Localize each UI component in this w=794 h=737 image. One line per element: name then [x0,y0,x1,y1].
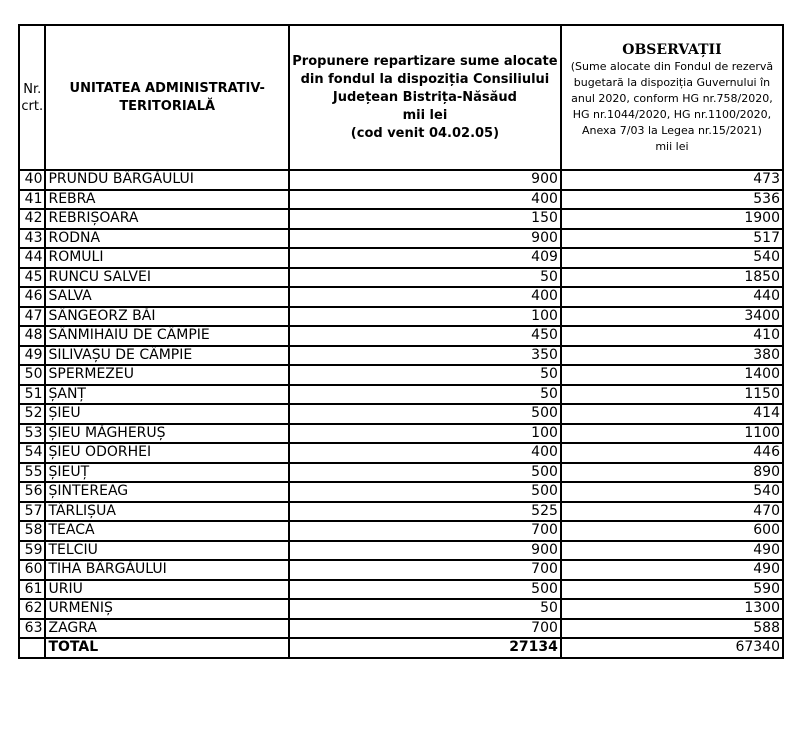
cell-observations: 3400 [561,307,783,327]
header-proposal-line5: (cod venit 04.02.05) [350,125,500,141]
table-row [19,560,783,580]
cell-name: ZAGRA [45,619,288,639]
cell-observations: 490 [561,541,783,561]
table-row [19,287,783,307]
table-row [19,190,783,210]
cell-observations: 890 [561,463,783,483]
cell-name: ȘIEUȚ [45,463,288,483]
cell-nr: 50 [19,365,45,385]
cell-observations: 490 [561,560,783,580]
cell-nr: 43 [19,229,45,249]
cell-name: RODNA [45,229,288,249]
header-proposal-line1: Propunere repartizare sume alocate [292,53,558,69]
cell-observations: 446 [561,443,783,463]
header-nr-crt: Nr. crt. [19,25,45,170]
header-observations-line5: Anexa 7/03 la Legea nr.15/2021) [581,123,762,137]
table-row [19,404,783,424]
total-observations: 67340 [561,638,783,658]
cell-observations: 1900 [561,209,783,229]
cell-name: ȘIEU [45,404,288,424]
cell-proposal: 700 [289,619,561,639]
cell-nr: 48 [19,326,45,346]
cell-name: SILIVAȘU DE CÂMPIE [45,346,288,366]
cell-observations: 1100 [561,424,783,444]
cell-nr: 59 [19,541,45,561]
table-row [19,346,783,366]
cell-nr: 52 [19,404,45,424]
cell-name: PRUNDU BÂRGĂULUI [45,170,288,190]
cell-nr: 41 [19,190,45,210]
cell-nr: 40 [19,170,45,190]
table-row [19,365,783,385]
table-row [19,482,783,502]
cell-nr: 58 [19,521,45,541]
cell-proposal: 409 [289,248,561,268]
cell-name: REBRIȘOARA [45,209,288,229]
cell-nr: 51 [19,385,45,405]
cell-observations: 540 [561,482,783,502]
table-row [19,619,783,639]
cell-proposal: 400 [289,287,561,307]
allocation-table [18,24,784,659]
header-observations-line3: anul 2020, conform HG nr.758/2020, [571,91,773,105]
table-row [19,209,783,229]
cell-proposal: 500 [289,580,561,600]
cell-nr: 45 [19,268,45,288]
cell-observations: 1400 [561,365,783,385]
cell-proposal: 700 [289,521,561,541]
cell-proposal: 150 [289,209,561,229]
cell-name: ȘINTEREAG [45,482,288,502]
cell-proposal: 50 [289,599,561,619]
cell-observations: 1150 [561,385,783,405]
cell-proposal: 50 [289,385,561,405]
table-row [19,580,783,600]
cell-proposal: 500 [289,482,561,502]
table-row [19,170,783,190]
table-row [19,541,783,561]
cell-nr: 53 [19,424,45,444]
cell-name: REBRA [45,190,288,210]
cell-name: TEACA [45,521,288,541]
header-observations-line6: mii lei [655,139,689,153]
table-row [19,443,783,463]
cell-proposal: 50 [289,268,561,288]
cell-name: URMENIȘ [45,599,288,619]
cell-nr: 42 [19,209,45,229]
header-unit: UNITATEA ADMINISTRATIV-TERITORIALĂ [45,25,288,170]
cell-name: ROMULI [45,248,288,268]
cell-name: TELCIU [45,541,288,561]
cell-proposal: 100 [289,307,561,327]
table-row [19,385,783,405]
cell-proposal: 350 [289,346,561,366]
cell-proposal: 500 [289,404,561,424]
cell-observations: 588 [561,619,783,639]
header-proposal-line4: mii lei [402,107,448,123]
cell-proposal: 900 [289,541,561,561]
cell-nr: 55 [19,463,45,483]
table-row [19,521,783,541]
cell-nr: 62 [19,599,45,619]
cell-nr: 44 [19,248,45,268]
header-proposal [289,25,561,170]
cell-name: ȘANȚ [45,385,288,405]
total-label: TOTAL [45,638,288,658]
cell-name: SÂNMIHAIU DE CÂMPIE [45,326,288,346]
cell-nr: 61 [19,580,45,600]
total-row [19,638,783,658]
cell-proposal: 900 [289,170,561,190]
total-nr-empty [19,638,45,658]
cell-name: SÂNGEORZ BĂI [45,307,288,327]
cell-name: TÂRLIȘUA [45,502,288,522]
cell-observations: 1300 [561,599,783,619]
cell-proposal: 525 [289,502,561,522]
cell-proposal: 50 [289,365,561,385]
table-row [19,326,783,346]
cell-name: SALVA [45,287,288,307]
cell-observations: 380 [561,346,783,366]
cell-proposal: 450 [289,326,561,346]
cell-nr: 54 [19,443,45,463]
header-observations-title: OBSERVAȚII [622,41,722,58]
cell-observations: 1850 [561,268,783,288]
table-row [19,268,783,288]
cell-observations: 473 [561,170,783,190]
cell-nr: 57 [19,502,45,522]
cell-nr: 46 [19,287,45,307]
total-proposal: 27134 [289,638,561,658]
cell-observations: 600 [561,521,783,541]
table-row [19,502,783,522]
cell-observations: 536 [561,190,783,210]
cell-name: ȘIEU MĂGHERUȘ [45,424,288,444]
cell-observations: 410 [561,326,783,346]
table-row [19,599,783,619]
cell-proposal: 100 [289,424,561,444]
cell-nr: 56 [19,482,45,502]
cell-proposal: 400 [289,443,561,463]
cell-proposal: 500 [289,463,561,483]
table-header-row [19,25,783,170]
cell-observations: 470 [561,502,783,522]
table-row [19,424,783,444]
table-row [19,229,783,249]
table-row [19,307,783,327]
cell-nr: 49 [19,346,45,366]
cell-name: SPERMEZEU [45,365,288,385]
cell-name: URIU [45,580,288,600]
header-observations-line2: bugetară la dispoziția Guvernului în [573,75,771,89]
table-row [19,463,783,483]
cell-observations: 540 [561,248,783,268]
cell-nr: 63 [19,619,45,639]
header-proposal-line2: din fondul la dispoziția Consiliului [300,71,550,87]
cell-observations: 440 [561,287,783,307]
cell-observations: 414 [561,404,783,424]
cell-nr: 60 [19,560,45,580]
cell-proposal: 900 [289,229,561,249]
header-observations [561,25,783,170]
cell-observations: 517 [561,229,783,249]
cell-name: ȘIEU ODORHEI [45,443,288,463]
table-row [19,248,783,268]
cell-name: TIHA BÂRGĂULUI [45,560,288,580]
cell-proposal: 700 [289,560,561,580]
cell-proposal: 400 [289,190,561,210]
cell-name: RUNCU SALVEI [45,268,288,288]
header-observations-line1: (Sume alocate din Fondul de rezervă [570,59,774,73]
header-proposal-line3: Județean Bistrița-Năsăud [332,89,517,105]
cell-observations: 590 [561,580,783,600]
header-observations-line4: HG nr.1044/2020, HG nr.1100/2020, [572,107,772,121]
cell-nr: 47 [19,307,45,327]
